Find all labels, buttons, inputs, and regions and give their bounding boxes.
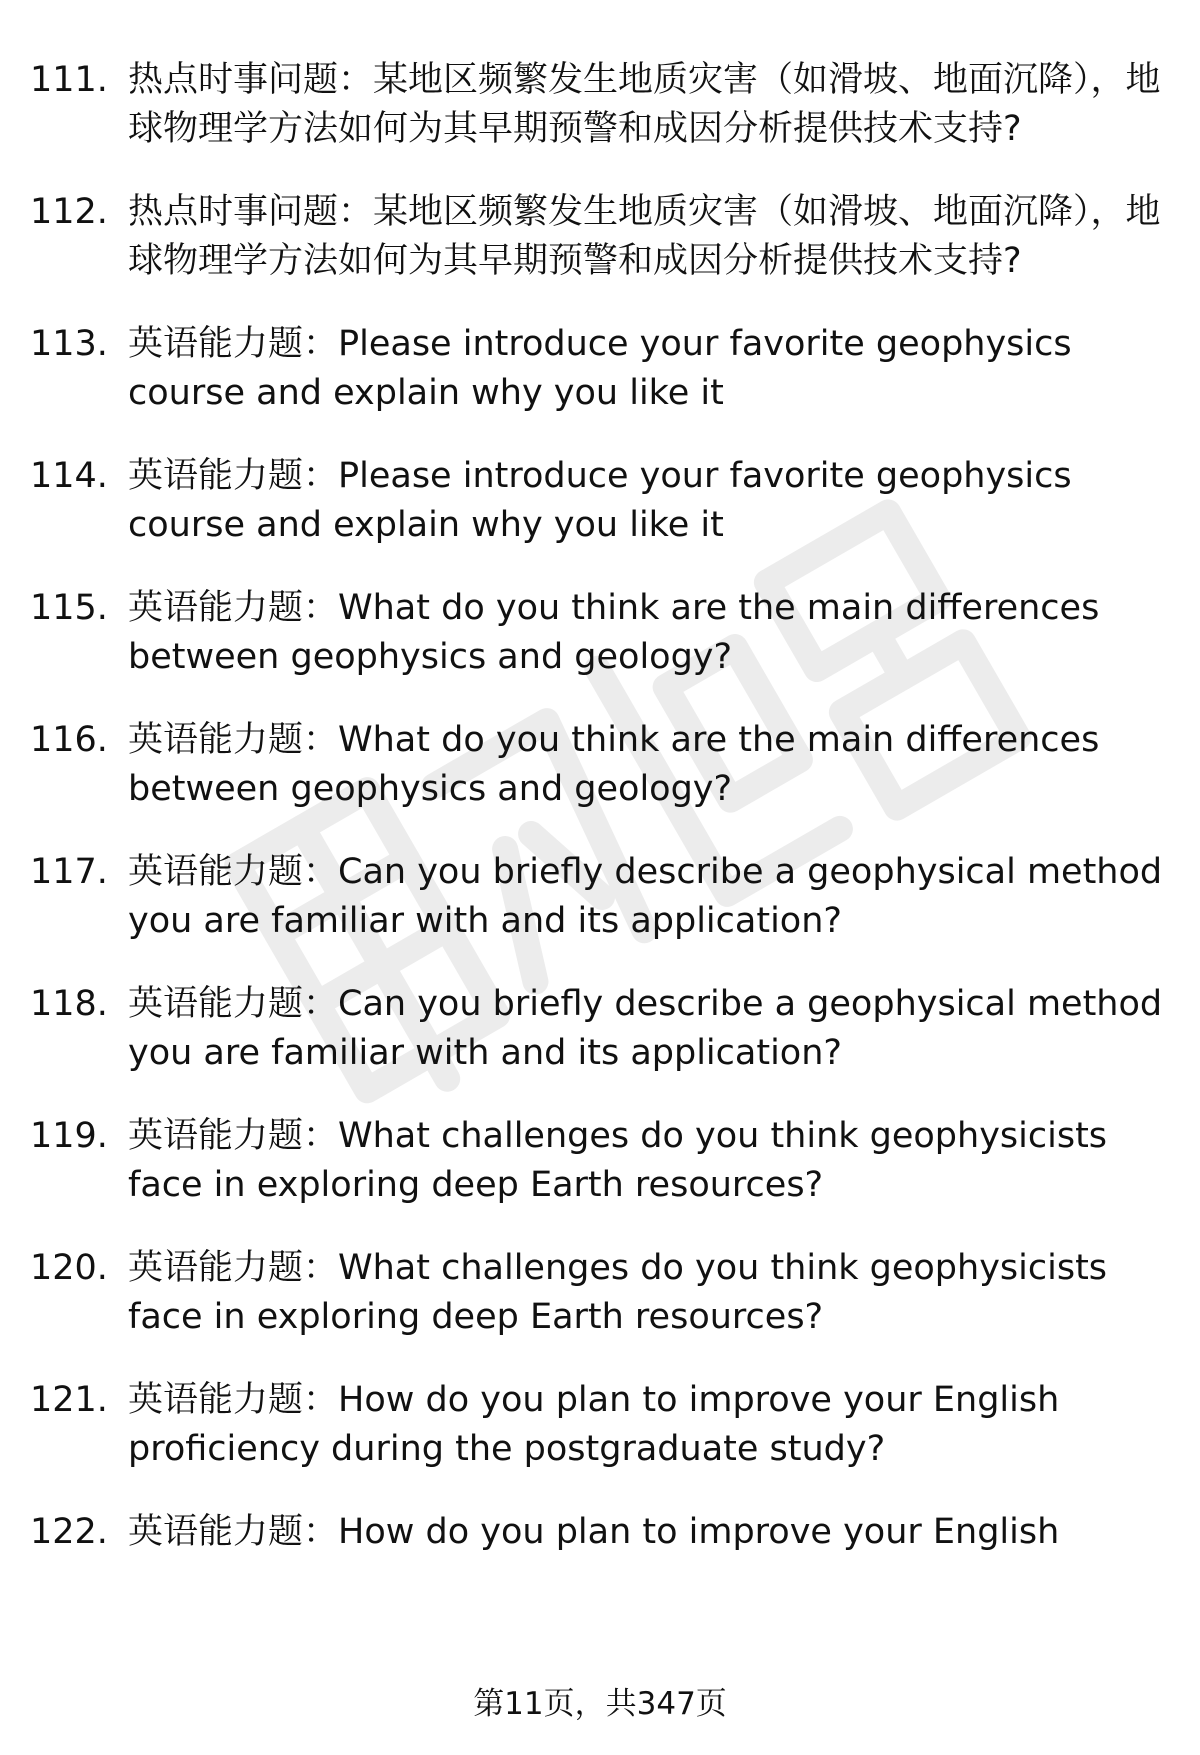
question-category: 英语能力题： [128, 1512, 339, 1552]
question-body [128, 188, 1165, 286]
question-category: 热点时事问题： [128, 192, 374, 232]
question-text: What challenges do you think geophysicists face in exploring deep Earth resources? [128, 1116, 1108, 1205]
question-category: 英语能力题： [128, 1248, 339, 1288]
question-number: 118. [30, 984, 108, 1024]
question-text: How do you plan to improve your English proficiency during the postgraduate study? [128, 1380, 1060, 1469]
question-body [128, 452, 1165, 550]
question-body [128, 1508, 1165, 1557]
question-item [30, 56, 1165, 154]
question-item [30, 1508, 1165, 1557]
question-body [128, 584, 1165, 682]
question-body [128, 1112, 1165, 1210]
question-text: 某地区频繁发生地质灾害（如滑坡、地面沉降），地球物理学方法如何为其早期预警和成因分析提供技术支持? [128, 60, 1161, 149]
question-text: What do you think are the main differences between geophysics and geology? [128, 720, 1100, 809]
question-category: 英语能力题： [128, 852, 339, 892]
question-category: 英语能力题： [128, 324, 339, 364]
question-text: Please introduce your favorite geophysics course and explain why you like it [128, 324, 1072, 413]
question-number: 114. [30, 456, 108, 496]
question-body [128, 56, 1165, 154]
question-number: 115. [30, 588, 108, 628]
question-category: 热点时事问题： [128, 60, 374, 100]
question-number: 121. [30, 1380, 108, 1420]
question-number: 116. [30, 720, 108, 760]
question-category: 英语能力题： [128, 984, 339, 1024]
question-number: 113. [30, 324, 108, 364]
question-body [128, 1244, 1165, 1342]
question-body [128, 320, 1165, 418]
question-body [128, 980, 1165, 1078]
question-body [128, 848, 1165, 946]
question-category: 英语能力题： [128, 456, 339, 496]
question-category: 英语能力题： [128, 588, 339, 628]
question-text: Please introduce your favorite geophysics course and explain why you like it [128, 456, 1072, 545]
question-item [30, 188, 1165, 286]
question-body [128, 716, 1165, 814]
question-category: 英语能力题： [128, 1116, 339, 1156]
question-number: 117. [30, 852, 108, 892]
question-item [30, 1112, 1165, 1210]
question-list [30, 56, 1165, 1557]
question-number: 122. [30, 1512, 108, 1552]
page-number-label: 第11页，共347页 [473, 1686, 727, 1722]
page-footer [0, 1682, 1200, 1726]
question-item [30, 320, 1165, 418]
question-text: What challenges do you think geophysicists face in exploring deep Earth resources? [128, 1248, 1108, 1337]
question-item [30, 716, 1165, 814]
question-item [30, 848, 1165, 946]
question-item [30, 1244, 1165, 1342]
question-page [30, 56, 1165, 1591]
question-category: 英语能力题： [128, 720, 339, 760]
question-item [30, 452, 1165, 550]
question-text: What do you think are the main differences between geophysics and geology? [128, 588, 1100, 677]
question-number: 119. [30, 1116, 108, 1156]
question-text: How do you plan to improve your English [338, 1512, 1060, 1552]
question-item [30, 584, 1165, 682]
question-text: 某地区频繁发生地质灾害（如滑坡、地面沉降），地球物理学方法如何为其早期预警和成因分析提供技术支持? [128, 192, 1161, 281]
question-number: 112. [30, 192, 108, 232]
question-category: 英语能力题： [128, 1380, 339, 1420]
question-item [30, 1376, 1165, 1474]
question-text: Can you briefly describe a geophysical method you are familiar with and its application? [128, 852, 1163, 941]
question-text: Can you briefly describe a geophysical method you are familiar with and its application? [128, 984, 1163, 1073]
question-item [30, 980, 1165, 1078]
question-body [128, 1376, 1165, 1474]
question-number: 120. [30, 1248, 108, 1288]
question-number: 111. [30, 60, 108, 100]
